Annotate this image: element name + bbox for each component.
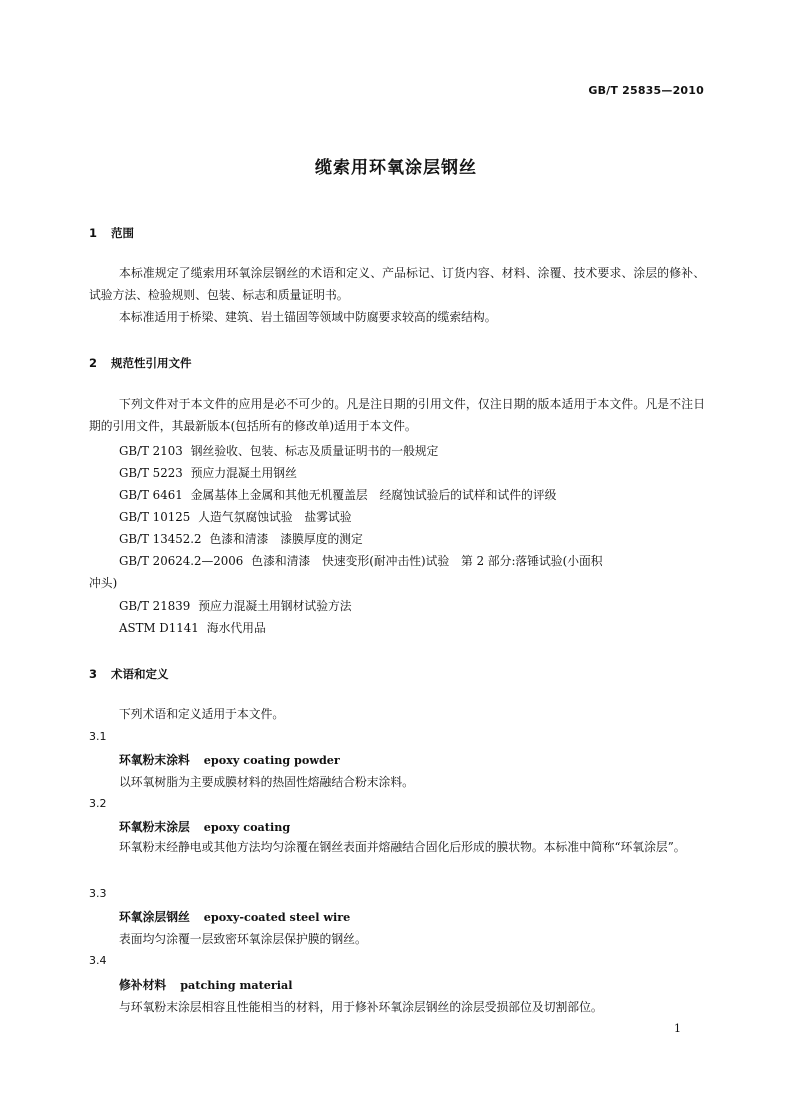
term-chinese: 环氧粉末涂料 <box>119 753 190 767</box>
reference-code: GB/T 13452.2 <box>119 532 202 546</box>
term-english: epoxy-coated steel wire <box>203 910 351 924</box>
term-number: 3.2 <box>89 797 107 810</box>
term-definition: 以环氧树脂为主要成膜材料的热固性熔融结合粉末涂料。 <box>119 775 414 789</box>
document-title: 缆索用环氧涂层钢丝 <box>315 158 477 178</box>
reference-title: 预应力混凝土用钢材试验方法 <box>198 599 352 613</box>
reference-title: 色漆和清漆 快速变形(耐冲击性)试验 第 2 部分:落锤试验(小面积 <box>251 554 603 568</box>
reference-title-continuation: 冲头) <box>89 576 118 590</box>
section-title: 术语和定义 <box>111 667 169 681</box>
term-number: 3.4 <box>89 954 107 967</box>
section-title: 范围 <box>111 226 134 240</box>
reference-title: 色漆和清漆 漆膜厚度的测定 <box>209 532 363 546</box>
section-number: 3 <box>89 667 98 681</box>
scope-paragraph-2: 本标准适用于桥梁、建筑、岩土锚固等领域中防腐要求较高的缆索结构。 <box>119 310 497 324</box>
section-1-heading <box>89 225 134 241</box>
reference-title: 预应力混凝土用钢丝 <box>190 466 297 480</box>
reference-title: 钢丝验收、包装、标志及质量证明书的一般规定 <box>190 444 439 458</box>
reference-item <box>119 597 352 614</box>
term-english: patching material <box>180 978 293 992</box>
reference-item <box>119 619 266 636</box>
reference-title: 金属基体上金属和其他无机覆盖层 经腐蚀试验后的试样和试件的评级 <box>190 488 557 502</box>
term-heading <box>119 751 340 768</box>
term-number: 3.1 <box>89 730 107 743</box>
reference-title: 海水代用品 <box>206 621 266 635</box>
reference-item <box>119 552 603 569</box>
reference-item <box>119 442 438 459</box>
term-number: 3.3 <box>89 887 107 900</box>
term-chinese: 环氧粉末涂层 <box>119 820 190 834</box>
reference-code: GB/T 6461 <box>119 488 183 502</box>
reference-code: ASTM D1141 <box>119 621 199 635</box>
term-heading <box>119 908 350 925</box>
reference-item <box>119 508 352 525</box>
term-definition: 表面均匀涂覆一层致密环氧涂层保护膜的钢丝。 <box>119 932 367 946</box>
reference-item <box>119 530 363 547</box>
reference-code: GB/T 2103 <box>119 444 183 458</box>
term-english: epoxy coating powder <box>203 753 340 767</box>
reference-item <box>119 486 556 503</box>
references-intro: 下列文件对于本文件的应用是必不可少的。凡是注日期的引用文件，仅注日期的版本适用于本文件。凡是不注日期的引用文件，其最新版本(包括所有的修改单)适用于本文件。 <box>89 397 705 433</box>
section-number: 1 <box>89 226 98 240</box>
term-definition: 环氧粉末经静电或其他方法均匀涂覆在钢丝表面并熔融结合固化后形成的膜状物。本标准中简称“环氧涂层”。 <box>119 840 686 854</box>
terms-intro: 下列术语和定义适用于本文件。 <box>119 707 285 721</box>
term-definition: 与环氧粉末涂层相容且性能相当的材料，用于修补环氧涂层钢丝的涂层受损部位及切割部位。 <box>119 1000 603 1014</box>
term-chinese: 修补材料 <box>119 978 167 992</box>
standard-number: GB/T 25835—2010 <box>588 84 704 97</box>
reference-title: 人造气氛腐蚀试验 盐雾试验 <box>198 510 352 524</box>
reference-code: GB/T 10125 <box>119 510 191 524</box>
term-chinese: 环氧涂层钢丝 <box>119 910 190 924</box>
term-heading <box>119 976 293 993</box>
term-english: epoxy coating <box>203 820 291 834</box>
reference-code: GB/T 21839 <box>119 599 191 613</box>
section-3-heading <box>89 666 169 682</box>
section-number: 2 <box>89 356 98 370</box>
page-number: 1 <box>674 1022 681 1035</box>
reference-code: GB/T 5223 <box>119 466 183 480</box>
scope-paragraph-1: 本标准规定了缆索用环氧涂层钢丝的术语和定义、产品标记、订货内容、材料、涂覆、技术要求、涂层的修补、试验方法、检验规则、包装、标志和质量证明书。 <box>89 266 705 302</box>
term-heading <box>119 818 290 835</box>
reference-item <box>119 464 297 481</box>
section-2-heading <box>89 355 192 371</box>
reference-code: GB/T 20624.2—2006 <box>119 554 244 568</box>
section-title: 规范性引用文件 <box>111 356 192 370</box>
